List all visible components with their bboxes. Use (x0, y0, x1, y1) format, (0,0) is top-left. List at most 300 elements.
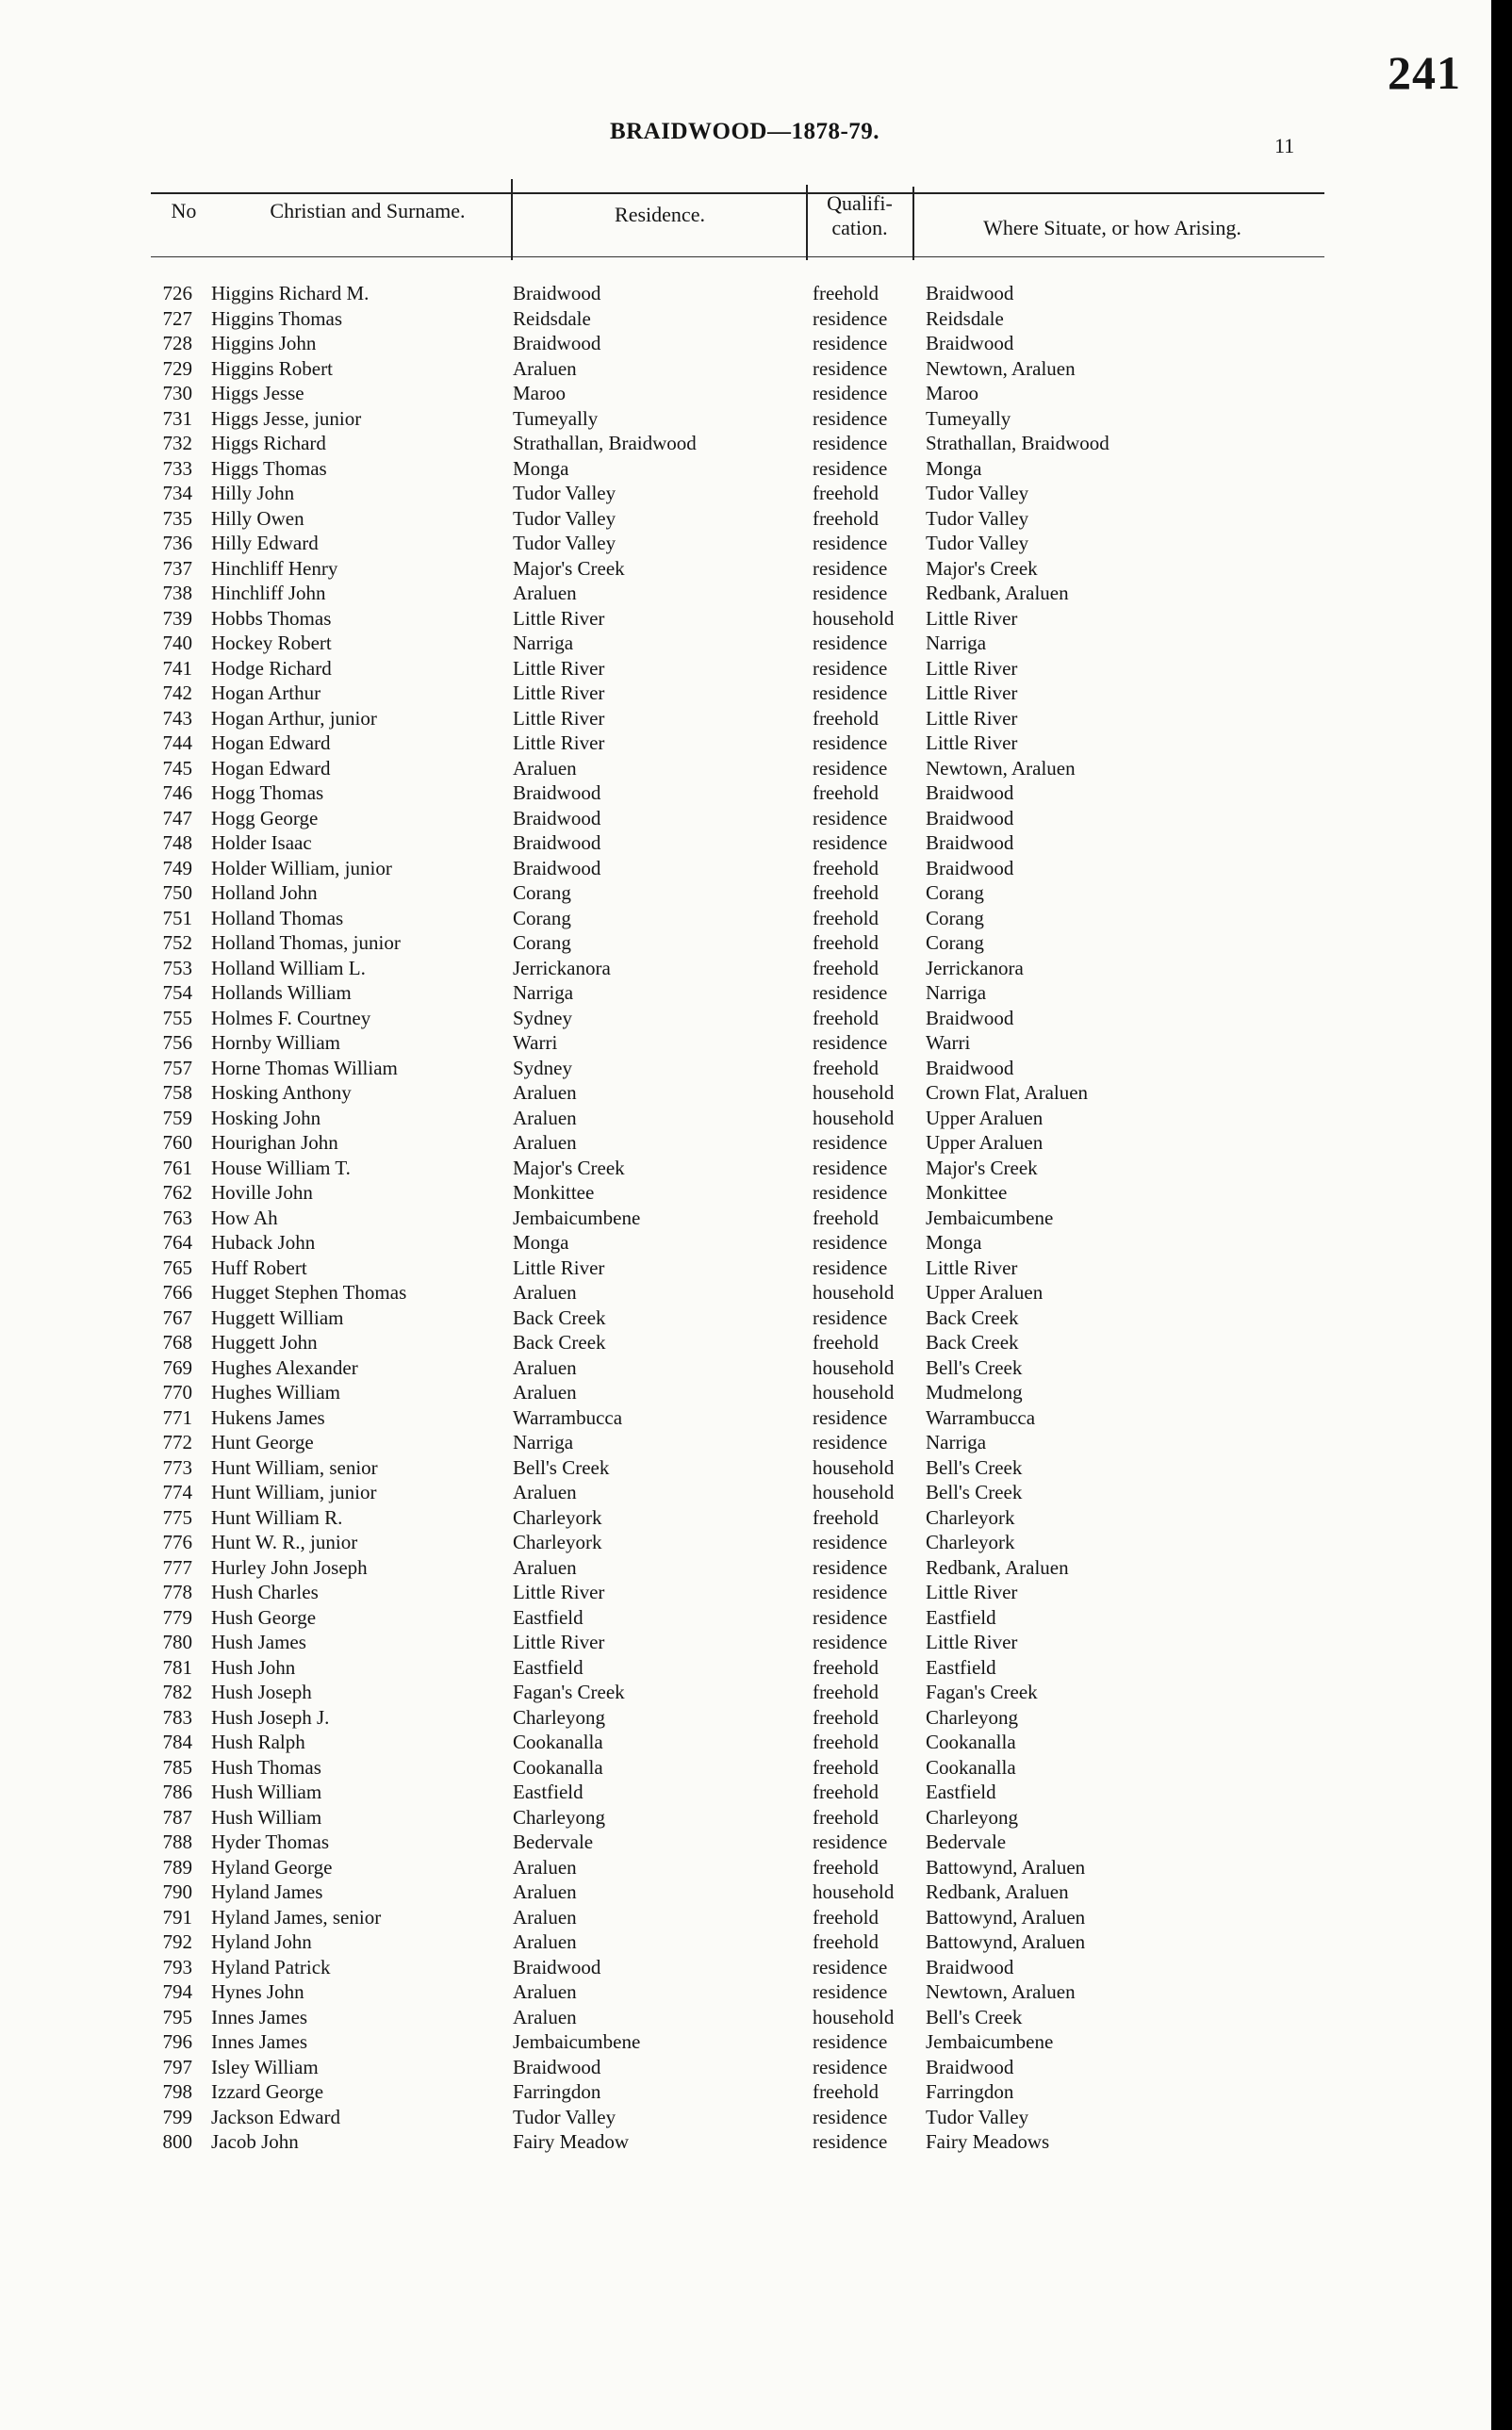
qualification: freehold (813, 1056, 879, 1079)
entry-number: 762 (162, 1181, 192, 1204)
where-situate: Narriga (926, 1431, 987, 1453)
table-row (0, 806, 1491, 831)
residence: Tudor Valley (513, 2105, 616, 2128)
qualification: freehold (813, 906, 879, 929)
entry-number: 727 (162, 306, 192, 330)
qualification: freehold (813, 856, 879, 879)
header-top-rule (151, 192, 1324, 194)
elector-name: Hosking Anthony (211, 1081, 352, 1104)
header-residence: Residence. (615, 203, 705, 226)
where-situate: Crown Flat, Araluen (926, 1081, 1089, 1104)
table-row (0, 1580, 1491, 1605)
elector-name: Hukens James (211, 1405, 325, 1429)
table-row (0, 1630, 1491, 1655)
entry-number: 733 (162, 456, 192, 480)
column-divider-residence (511, 179, 513, 260)
elector-name: Hogg George (211, 806, 319, 829)
qualification: residence (813, 656, 888, 680)
qualification: household (813, 1880, 895, 1903)
page-number: 241 (1388, 46, 1461, 99)
elector-name: Hughes Alexander (211, 1355, 358, 1379)
qualification: freehold (813, 482, 879, 504)
elector-name: Hunt William, senior (211, 1455, 378, 1479)
elector-name: Hunt William R. (211, 1505, 343, 1529)
table-row (0, 1256, 1491, 1281)
residence: Little River (513, 1256, 605, 1279)
elector-name: Hush Joseph J. (211, 1705, 330, 1729)
residence: Narriga (513, 632, 574, 654)
where-situate: Eastfield (926, 1605, 996, 1629)
table-row (0, 956, 1491, 981)
elector-name: Higgs Richard (211, 432, 326, 454)
elector-name: Huggett William (211, 1305, 344, 1329)
where-situate: Corang (926, 881, 984, 904)
table-row (0, 1480, 1491, 1505)
qualification: household (813, 1106, 895, 1129)
residence: Charleyong (513, 1705, 605, 1729)
table-row (0, 1106, 1491, 1131)
qualification: residence (813, 1031, 888, 1054)
elector-name: Hogan Arthur, junior (211, 706, 377, 730)
qualification: freehold (813, 781, 879, 804)
register-rows (0, 281, 1491, 2155)
qualification: household (813, 606, 895, 630)
where-situate: Cookanalla (926, 1755, 1016, 1779)
elector-name: Hurley John Joseph (211, 1555, 368, 1579)
residence: Corang (513, 931, 571, 954)
where-situate: Tudor Valley (926, 482, 1029, 504)
elector-name: Hughes William (211, 1381, 341, 1404)
residence: Narriga (513, 981, 574, 1004)
residence: Monkittee (513, 1181, 595, 1204)
elector-name: Huggett John (211, 1331, 318, 1354)
where-situate: Little River (926, 681, 1018, 704)
table-row (0, 431, 1491, 456)
qualification: freehold (813, 282, 879, 304)
where-situate: Major's Creek (926, 1156, 1038, 1179)
header-name: Christian and Surname. (270, 199, 466, 222)
qualification: residence (813, 2105, 888, 2128)
residence: Little River (513, 706, 605, 730)
residence: Araluen (513, 1930, 577, 1953)
where-situate: Upper Araluen (926, 1281, 1044, 1304)
qualification: residence (813, 1431, 888, 1453)
where-situate: Farringdon (926, 2080, 1014, 2103)
where-situate: Little River (926, 731, 1018, 754)
where-situate: Braidwood (926, 1955, 1014, 1978)
table-row (0, 1979, 1491, 2005)
table-row (0, 1855, 1491, 1880)
table-row (0, 331, 1491, 356)
elector-name: Holland Thomas, junior (211, 931, 401, 954)
elector-name: Hoville John (211, 1181, 313, 1204)
elector-name: Holland William L. (211, 956, 366, 979)
table-row (0, 706, 1491, 731)
residence: Tudor Valley (513, 506, 616, 530)
entry-number: 753 (162, 956, 192, 979)
qualification: residence (813, 2130, 888, 2153)
table-row (0, 1805, 1491, 1831)
qualification: freehold (813, 1655, 879, 1679)
table-row (0, 930, 1491, 956)
entry-number: 729 (162, 356, 192, 380)
entry-number: 790 (162, 1880, 192, 1903)
where-situate: Reidsdale (926, 306, 1004, 330)
elector-name: Hilly Edward (211, 532, 319, 554)
table-row (0, 406, 1491, 432)
elector-name: Hush George (211, 1605, 317, 1629)
residence: Fairy Meadow (513, 2130, 630, 2153)
residence: Reidsdale (513, 306, 591, 330)
entry-number: 763 (162, 1206, 192, 1229)
entry-number: 744 (162, 731, 192, 754)
residence: Araluen (513, 1355, 577, 1379)
table-row (0, 2055, 1491, 2080)
where-situate: Braidwood (926, 831, 1014, 854)
table-row (0, 1305, 1491, 1331)
elector-name: Jacob John (211, 2130, 299, 2153)
qualification: freehold (813, 1505, 879, 1529)
residence: Araluen (513, 756, 577, 780)
where-situate: Newtown, Araluen (926, 356, 1076, 380)
entry-number: 746 (162, 781, 192, 804)
header-qualification-line1: Qualifi- (827, 191, 893, 215)
entry-number: 770 (162, 1381, 192, 1404)
table-row (0, 1780, 1491, 1805)
residence: Farringdon (513, 2080, 601, 2103)
entry-number: 767 (162, 1305, 192, 1329)
where-situate: Fairy Meadows (926, 2130, 1050, 2153)
table-row (0, 906, 1491, 931)
sheet-number: 11 (1274, 134, 1295, 157)
table-row (0, 1929, 1491, 1955)
qualification: residence (813, 681, 888, 704)
residence: Monga (513, 1231, 569, 1254)
qualification: freehold (813, 1930, 879, 1953)
entry-number: 742 (162, 681, 192, 704)
table-row (0, 1430, 1491, 1455)
where-situate: Mudmelong (926, 1381, 1023, 1404)
qualification: residence (813, 981, 888, 1004)
residence: Little River (513, 681, 605, 704)
table-row (0, 1505, 1491, 1531)
entry-number: 739 (162, 606, 192, 630)
qualification: residence (813, 406, 888, 430)
qualification: freehold (813, 1905, 879, 1929)
residence: Fagan's Creek (513, 1681, 625, 1703)
residence: Araluen (513, 1481, 577, 1503)
where-situate: Newtown, Araluen (926, 1980, 1076, 2003)
where-situate: Battowynd, Araluen (926, 1855, 1086, 1879)
header-no: No (171, 199, 197, 222)
entry-number: 760 (162, 1131, 192, 1154)
entry-number: 732 (162, 432, 192, 454)
table-row (0, 1530, 1491, 1555)
qualification: freehold (813, 1331, 879, 1354)
residence: Braidwood (513, 2055, 601, 2078)
where-situate: Charleyork (926, 1505, 1015, 1529)
where-situate: Jembaicumbene (926, 2030, 1054, 2053)
residence: Braidwood (513, 282, 601, 304)
table-row (0, 1030, 1491, 1056)
table-row (0, 281, 1491, 306)
entry-number: 758 (162, 1081, 192, 1104)
where-situate: Cookanalla (926, 1731, 1016, 1753)
table-row (0, 531, 1491, 556)
where-situate: Little River (926, 1631, 1018, 1653)
residence: Braidwood (513, 332, 601, 354)
entry-number: 731 (162, 406, 192, 430)
table-row (0, 756, 1491, 781)
column-divider-qualification (806, 185, 808, 260)
table-row (0, 1080, 1491, 1106)
residence: Little River (513, 1581, 605, 1603)
entry-number: 754 (162, 981, 192, 1004)
residence: Eastfield (513, 1655, 583, 1679)
where-situate: Little River (926, 1256, 1018, 1279)
qualification: household (813, 1281, 895, 1304)
residence: Araluen (513, 1555, 577, 1579)
qualification: residence (813, 556, 888, 580)
qualification: residence (813, 332, 888, 354)
entry-number: 728 (162, 332, 192, 354)
table-row (0, 1280, 1491, 1305)
table-row (0, 1955, 1491, 1980)
elector-name: Hyland James (211, 1880, 323, 1903)
elector-name: Hunt George (211, 1431, 314, 1453)
table-row (0, 1206, 1491, 1231)
entry-number: 777 (162, 1555, 192, 1579)
elector-name: Innes James (211, 2005, 308, 2028)
table-row (0, 1355, 1491, 1381)
entry-number: 788 (162, 1831, 192, 1853)
entry-number: 776 (162, 1531, 192, 1553)
table-row (0, 1230, 1491, 1256)
entry-number: 798 (162, 2080, 192, 2103)
table-row (0, 980, 1491, 1006)
elector-name: Higgs Thomas (211, 456, 327, 480)
table-row (0, 2079, 1491, 2105)
table-row (0, 1655, 1491, 1681)
table-row (0, 606, 1491, 632)
table-row (0, 1455, 1491, 1481)
entry-number: 785 (162, 1755, 192, 1779)
residence: Araluen (513, 1106, 577, 1129)
table-row (0, 780, 1491, 806)
where-situate: Battowynd, Araluen (926, 1905, 1086, 1929)
where-situate: Upper Araluen (926, 1131, 1044, 1154)
elector-name: Hollands William (211, 981, 352, 1004)
table-row (0, 1905, 1491, 1930)
where-situate: Fagan's Creek (926, 1681, 1038, 1703)
where-situate: Braidwood (926, 2055, 1014, 2078)
entry-number: 768 (162, 1331, 192, 1354)
qualification: residence (813, 456, 888, 480)
header-bottom-rule (151, 256, 1324, 257)
residence: Araluen (513, 1980, 577, 2003)
table-row (0, 1755, 1491, 1781)
residence: Sydney (513, 1006, 572, 1029)
where-situate: Eastfield (926, 1655, 996, 1679)
residence: Braidwood (513, 806, 601, 829)
where-situate: Monga (926, 456, 982, 480)
table-row (0, 1405, 1491, 1431)
table-row (0, 2029, 1491, 2055)
qualification: residence (813, 1631, 888, 1653)
residence: Araluen (513, 1081, 577, 1104)
where-situate: Little River (926, 1581, 1018, 1603)
residence: Warrambucca (513, 1405, 623, 1429)
entry-number: 769 (162, 1355, 192, 1379)
qualification: freehold (813, 931, 879, 954)
entry-number: 757 (162, 1056, 192, 1079)
qualification: household (813, 1381, 895, 1404)
where-situate: Tudor Valley (926, 506, 1029, 530)
residence: Araluen (513, 1855, 577, 1879)
where-situate: Braidwood (926, 282, 1014, 304)
where-situate: Bell's Creek (926, 1355, 1023, 1379)
elector-name: Hilly John (211, 482, 295, 504)
table-row (0, 880, 1491, 906)
elector-name: Jackson Edward (211, 2105, 341, 2128)
entry-number: 756 (162, 1031, 192, 1054)
table-row (0, 1555, 1491, 1581)
entry-number: 751 (162, 906, 192, 929)
table-row (0, 681, 1491, 706)
elector-name: Hunt William, junior (211, 1481, 377, 1503)
table-row (0, 1705, 1491, 1731)
where-situate: Narriga (926, 632, 987, 654)
entry-number: 740 (162, 632, 192, 654)
qualification: residence (813, 1131, 888, 1154)
elector-name: Hynes John (211, 1980, 304, 2003)
entry-number: 778 (162, 1581, 192, 1603)
entry-number: 771 (162, 1405, 192, 1429)
residence: Araluen (513, 1281, 577, 1304)
table-row (0, 581, 1491, 606)
qualification: freehold (813, 881, 879, 904)
entry-number: 765 (162, 1256, 192, 1279)
where-situate: Major's Creek (926, 556, 1038, 580)
elector-name: House William T. (211, 1156, 351, 1179)
residence: Araluen (513, 1880, 577, 1903)
residence: Araluen (513, 1131, 577, 1154)
qualification: residence (813, 1831, 888, 1853)
elector-name: Higgins Thomas (211, 306, 343, 330)
table-row (0, 1880, 1491, 1905)
residence: Strathallan, Braidwood (513, 432, 697, 454)
entry-number: 779 (162, 1605, 192, 1629)
residence: Araluen (513, 1905, 577, 1929)
entry-number: 787 (162, 1805, 192, 1829)
qualification: freehold (813, 1805, 879, 1829)
table-row (0, 656, 1491, 681)
elector-name: Hogan Edward (211, 756, 331, 780)
where-situate: Bedervale (926, 1831, 1007, 1853)
table-row (0, 830, 1491, 856)
entry-number: 759 (162, 1106, 192, 1129)
entry-number: 773 (162, 1455, 192, 1479)
residence: Major's Creek (513, 1156, 625, 1179)
elector-name: Hourighan John (211, 1131, 338, 1154)
qualification: residence (813, 1405, 888, 1429)
residence: Araluen (513, 582, 577, 604)
elector-name: Hyland James, senior (211, 1905, 382, 1929)
entry-number: 795 (162, 2005, 192, 2028)
entry-number: 745 (162, 756, 192, 780)
elector-name: Hockey Robert (211, 632, 332, 654)
residence: Tudor Valley (513, 482, 616, 504)
table-row (0, 456, 1491, 482)
qualification: freehold (813, 1006, 879, 1029)
entry-number: 772 (162, 1431, 192, 1453)
elector-name: How Ah (211, 1206, 278, 1229)
where-situate: Charleyong (926, 1805, 1018, 1829)
where-situate: Braidwood (926, 1006, 1014, 1029)
entry-number: 735 (162, 506, 192, 530)
elector-name: Hyder Thomas (211, 1831, 330, 1853)
qualification: freehold (813, 1705, 879, 1729)
where-situate: Braidwood (926, 806, 1014, 829)
qualification: residence (813, 1531, 888, 1553)
where-situate: Tudor Valley (926, 532, 1029, 554)
qualification: freehold (813, 1731, 879, 1753)
qualification: freehold (813, 1855, 879, 1879)
table-row (0, 1156, 1491, 1181)
table-row (0, 1130, 1491, 1156)
table-row (0, 2105, 1491, 2130)
qualification: freehold (813, 506, 879, 530)
qualification: residence (813, 1980, 888, 2003)
elector-name: Holder William, junior (211, 856, 392, 879)
table-row (0, 506, 1491, 532)
entry-number: 761 (162, 1156, 192, 1179)
elector-name: Hilly Owen (211, 506, 304, 530)
qualification: residence (813, 756, 888, 780)
qualification: residence (813, 1555, 888, 1579)
where-situate: Jembaicumbene (926, 1206, 1054, 1229)
table-row (0, 1605, 1491, 1631)
qualification: residence (813, 432, 888, 454)
qualification: household (813, 1355, 895, 1379)
residence: Little River (513, 656, 605, 680)
residence: Warri (513, 1031, 558, 1054)
elector-name: Innes James (211, 2030, 308, 2053)
table-row (0, 1006, 1491, 1031)
entry-number: 749 (162, 856, 192, 879)
residence: Eastfield (513, 1605, 583, 1629)
qualification: residence (813, 1181, 888, 1204)
table-row (0, 731, 1491, 756)
where-situate: Back Creek (926, 1305, 1019, 1329)
qualification: residence (813, 1256, 888, 1279)
qualification: residence (813, 2030, 888, 2053)
elector-name: Hinchliff John (211, 582, 326, 604)
elector-name: Hush John (211, 1655, 296, 1679)
qualification: household (813, 1455, 895, 1479)
qualification: household (813, 2005, 895, 2028)
header-where: Where Situate, or how Arising. (983, 216, 1241, 239)
entry-number: 774 (162, 1481, 192, 1503)
elector-name: Higgs Jesse (211, 382, 304, 404)
qualification: residence (813, 582, 888, 604)
entry-number: 736 (162, 532, 192, 554)
residence: Jembaicumbene (513, 2030, 641, 2053)
residence: Eastfield (513, 1781, 583, 1803)
elector-name: Holder Isaac (211, 831, 312, 854)
table-row (0, 1830, 1491, 1855)
residence: Cookanalla (513, 1755, 603, 1779)
